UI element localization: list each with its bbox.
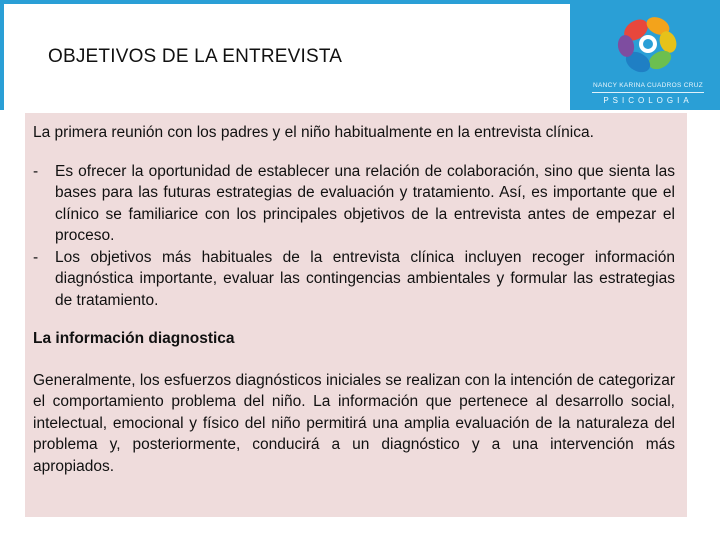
logo-subtitle: PSICOLOGIA [603, 96, 693, 105]
bullet-marker: - [33, 162, 39, 180]
list-item [33, 161, 675, 247]
logo-divider [592, 92, 704, 93]
psychology-logo [580, 4, 716, 110]
logo-name: NANCY KARINA CUADROS CRUZ [593, 82, 703, 89]
bullet-text: Los objetivos más habituales de la entrevista clínica incluyen recoger información diagnóstica importante, evaluar las contingencias ambientales y formular las estrategias de tratamiento. [55, 248, 675, 309]
page-title: OBJETIVOS DE LA ENTREVISTA [48, 46, 343, 67]
list-item [33, 247, 675, 312]
butterfly-logo-icon [580, 4, 716, 80]
content-panel [25, 113, 687, 517]
body-paragraph: Generalmente, los esfuerzos diagnósticos iniciales se realizan con la intención de categorizar el comportamiento problema del niño. La información que pertenece al desarrollo social, intelectual, emocional y físico del niño permitirá una amplia evaluación de la naturaleza del problema y, posteriormente, conducirá a un diagnóstico y a una intervención más apropiados. [33, 371, 675, 475]
bullet-text: Es ofrecer la oportunidad de establecer una relación de colaboración, sino que sienta las bases para las futuras estrategias de evaluación y tratamiento. Así, es importante que el clínico se familiarice con los principales objetivos de la entrevista antes de empezar el proceso. [55, 162, 675, 244]
objectives-list [33, 161, 675, 312]
intro-text: La primera reunión con los padres y el niño habitualmente en la entrevista clínica. [33, 124, 594, 141]
title-box [4, 4, 570, 110]
section-title: La información diagnostica [33, 330, 235, 347]
bullet-marker: - [33, 248, 39, 266]
